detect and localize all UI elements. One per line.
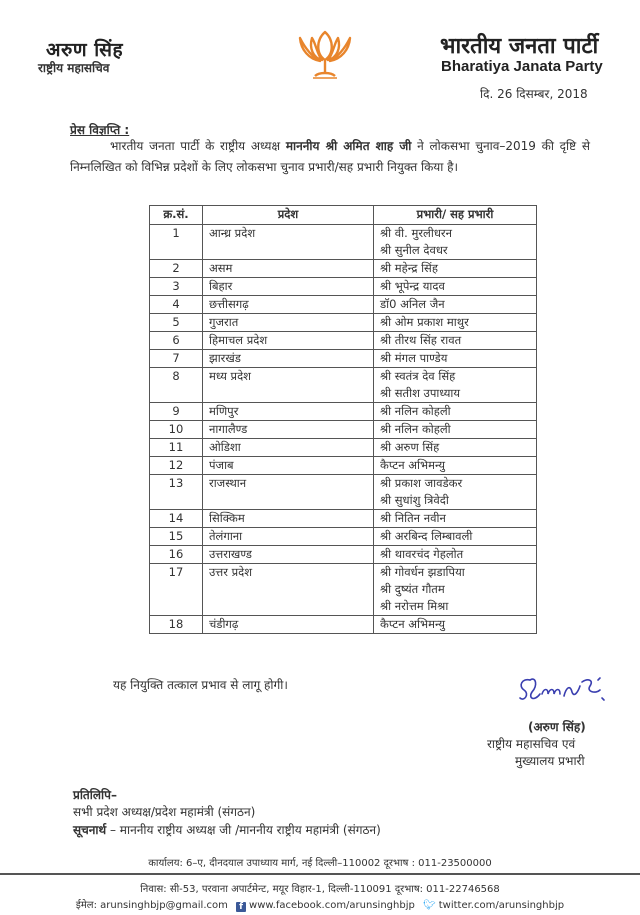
incharge-name: श्री नितिन नवीन [380,511,446,525]
header-serial: क्र.सं. [150,206,203,225]
table-row [150,314,537,332]
cell-serial: 17 [150,564,203,616]
cell-state: मध्य प्रदेश [203,368,374,403]
signatory-designation-1: राष्ट्रीय महासचिव एवं [487,737,576,751]
cell-state: गुजरात [203,314,374,332]
cell-serial: 11 [150,439,203,457]
letter-date: दि. 26 दिसम्बर, 2018 [480,87,588,101]
header-state: प्रदेश [203,206,374,225]
incharge-name: श्री महेन्द्र सिंह [380,261,438,275]
cell-state: उत्तर प्रदेश [203,564,374,616]
incharge-name: श्री नलिन कोहली [380,404,451,418]
incharge-name: श्री नलिन कोहली [380,422,451,436]
cell-state: पंजाब [203,457,374,475]
twitter-link[interactable]: twitter.com/arunsinghbjp [438,900,565,911]
incharge-name: श्री गोवर्धन झडापिया [380,565,465,579]
party-name-english: Bharatiya Janata Party [441,58,603,75]
cell-incharge [374,314,537,332]
cell-incharge [374,421,537,439]
table-row [150,439,537,457]
incharge-name: डॉ0 अनिल जैन [380,297,445,311]
cell-incharge [374,296,537,314]
cell-incharge [374,528,537,546]
cell-serial: 5 [150,314,203,332]
table-header-row [150,206,537,225]
cell-serial: 4 [150,296,203,314]
cell-incharge [374,368,537,403]
incharge-name: श्री वी. मुरलीधरन [380,226,452,240]
incharge-name: कैप्टन अभिमन्यु [380,458,446,472]
table-row [150,510,537,528]
cell-incharge [374,546,537,564]
press-release-paragraph [70,136,590,178]
para-text-1: भारतीय जनता पार्टी के राष्ट्रीय अध्यक्ष [110,139,286,153]
cell-state: छत्तीसगढ़ [203,296,374,314]
cell-serial: 6 [150,332,203,350]
cell-state: मणिपुर [203,403,374,421]
effective-note: यह नियुक्ति तत्काल प्रभाव से लागू होगी। [113,678,288,692]
contact-line [0,897,640,912]
cell-serial: 8 [150,368,203,403]
incharge-name: श्री तीरथ सिंह रावत [380,333,462,347]
para-text-2: ने लोकसभा चुनाव–2019 की दृष्टि से निम्नलिखित को विभिन्न प्रदेशों के लिए लोकसभा चुनाव प्रभारी/सह प्रभारी नियुक्त किया है। [70,139,591,174]
table-row [150,528,537,546]
incharge-name: श्री नरोत्तम मिश्रा [380,599,449,613]
copy-to-heading: प्रतिलिपि– [73,788,117,802]
cell-state: ओडिशा [203,439,374,457]
cell-state: असम [203,260,374,278]
incharge-name: श्री दुष्यंत गौतम [380,582,445,596]
incharge-name: श्री अरुण सिंह [380,440,440,454]
cell-state: उत्तराखण्ड [203,546,374,564]
incharge-name: श्री थावरचंद गेहलोत [380,547,464,561]
table-row [150,564,537,616]
cell-incharge [374,350,537,368]
table-row [150,350,537,368]
signatory-designation-2: मुख्यालय प्रभारी [515,754,585,768]
incharge-name: कैप्टन अभिमन्यु [380,617,446,631]
email-label: ईमेल: [75,900,97,911]
table-row [150,475,537,510]
incharge-name: श्री ओम प्रकाश माथुर [380,315,469,329]
cell-incharge [374,403,537,421]
table-row [150,278,537,296]
incharge-name: श्री सुनील देवधर [380,243,448,257]
cell-state: आन्ध्र प्रदेश [203,225,374,260]
cell-serial: 13 [150,475,203,510]
cell-serial: 1 [150,225,203,260]
cell-incharge [374,225,537,260]
cell-incharge [374,332,537,350]
party-name-hindi: भारतीय जनता पार्टी [440,34,599,59]
table-row [150,260,537,278]
cell-serial: 3 [150,278,203,296]
for-info-label: सूचनार्थ [73,823,107,837]
cell-incharge [374,616,537,634]
press-release-heading: प्रेस विज्ञप्ति : [70,123,130,137]
table-row [150,457,537,475]
facebook-icon: f [236,902,246,912]
sender-designation: राष्ट्रीय महासचिव [38,61,110,75]
table-row [150,332,537,350]
cell-state: नागालैण्ड [203,421,374,439]
residence-address: निवास: सी-53, परवाना अपार्टमेन्ट, मयूर विहार-1, दिल्ली-110091 दूरभाष: 011-22746568 [140,884,500,895]
cell-incharge [374,475,537,510]
office-address: कार्यालय: 6–ए, दीनदयाल उपाध्याय मार्ग, नई दिल्ली–110002 दूरभाष : 011-23500000 [148,858,492,869]
cell-serial: 18 [150,616,203,634]
signatory-name: (अरुण सिंह) [528,720,586,734]
cell-serial: 7 [150,350,203,368]
copy-to-line-1: सभी प्रदेश अध्यक्ष/प्रदेश महामंत्री (संगठन) [73,805,256,819]
cell-serial: 16 [150,546,203,564]
incharge-name: श्री भूपेन्द्र यादव [380,279,445,293]
lotus-logo-icon [291,26,359,86]
cell-state: बिहार [203,278,374,296]
appointments-table [149,205,537,634]
cell-serial: 10 [150,421,203,439]
twitter-icon: 🐦︎ [423,900,436,911]
incharge-name: श्री स्वतंत्र देव सिंह [380,369,456,383]
sender-name: अरुण सिंह [46,39,124,61]
cell-incharge [374,457,537,475]
incharge-name: श्री अरबिन्द लिम्बावली [380,529,473,543]
cell-state: सिक्किम [203,510,374,528]
signature-icon [516,672,608,710]
incharge-name: श्री मंगल पाण्डेय [380,351,448,365]
email-link[interactable]: arunsinghbjp@gmail.com [100,900,228,911]
table-row [150,296,537,314]
para-text-bold: माननीय श्री अमित शाह जी [285,139,412,153]
table-row [150,546,537,564]
cell-incharge [374,564,537,616]
facebook-link[interactable]: www.facebook.com/arunsinghbjp [249,900,415,911]
cell-serial: 2 [150,260,203,278]
cell-serial: 9 [150,403,203,421]
cell-state: हिमाचल प्रदेश [203,332,374,350]
cell-serial: 15 [150,528,203,546]
cell-state: चंडीगढ़ [203,616,374,634]
cell-incharge [374,439,537,457]
table-row [150,616,537,634]
copy-to-line-2 [73,821,381,838]
header-incharge: प्रभारी/ सह प्रभारी [374,206,537,225]
incharge-name: श्री सुधांशु त्रिवेदी [380,493,449,507]
incharge-name: श्री प्रकाश जावडेकर [380,476,463,490]
for-info-text: – माननीय राष्ट्रीय अध्यक्ष जी /माननीय राष्ट्रीय महामंत्री (संगठन) [106,823,381,837]
cell-incharge [374,278,537,296]
cell-state: तेलंगाना [203,528,374,546]
incharge-name: श्री सतीश उपाध्याय [380,386,461,400]
footer-divider [0,873,640,875]
cell-serial: 12 [150,457,203,475]
cell-state: राजस्थान [203,475,374,510]
table-row [150,421,537,439]
table-row [150,368,537,403]
cell-serial: 14 [150,510,203,528]
cell-incharge [374,510,537,528]
cell-state: झारखंड [203,350,374,368]
cell-incharge [374,260,537,278]
table-row [150,225,537,260]
table-row [150,403,537,421]
